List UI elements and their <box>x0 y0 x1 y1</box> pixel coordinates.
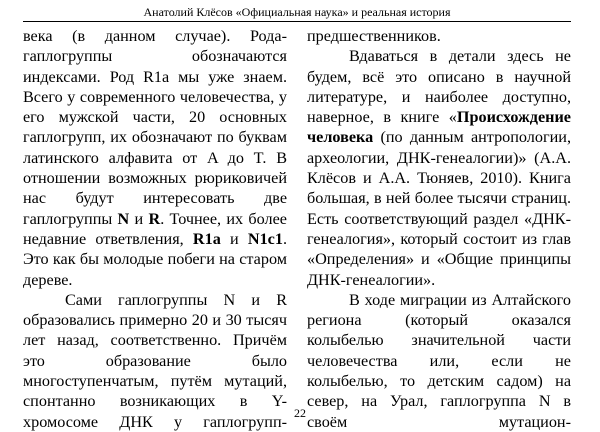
paragraph: Вдаваться в детали здесь не будем, всё это описано в научной литературе, и наиболее доступно, наверное, в книге «Происхождение человека (по данным антропологии, археологии, ДНК-генеалогии)» (А.А. Клёсов и А.А. Тюняев, 2010). Книга большая, в ней более тысячи страниц. Есть соответствующий раздел «ДНК-генеалогия», который состоит из глав «Определения» и «Общие принципы ДНК-генеалогии». <box>307 47 571 289</box>
paragraph: века (в данном случае). Рода-гаплогруппы обозначаются индексами. Род R1a мы уже знаем. Всего у современного человечества, у его мужской части, 20 основных гаплогрупп, их обозначают по буквам латинского алфавита от A до T. В отношении возможных рюриковичей нас будут интересовать две гаплогруппы N и R. Точнее, их более недавние ответвления, R1a и N1c1. Это как бы молодые побеги на старом дереве. <box>23 27 287 289</box>
left-column <box>23 26 287 432</box>
right-column <box>307 26 571 432</box>
paragraph: Сами гаплогруппы N и R образовались примерно 20 и 30 тысяч лет назад, соответственно. Причём это образование было многоступенчатым, путём мутаций, спонтанно возникающих в Y-хромосоме ДНК у гаплогрупп- <box>23 290 287 431</box>
paragraph: В ходе миграции из Алтайского региона (который оказался колыбелью значительной части человечества или, если не колыбелью, то детским садом) на север, на Урал, гаплогруппа N в своём мутацион- <box>307 290 571 431</box>
running-header: Анатолий Клёсов «Официальная наука» и реальная история <box>143 5 451 19</box>
header-rule <box>23 21 571 22</box>
page-number: 22 <box>294 406 306 420</box>
paragraph: предшественников. <box>307 27 441 45</box>
